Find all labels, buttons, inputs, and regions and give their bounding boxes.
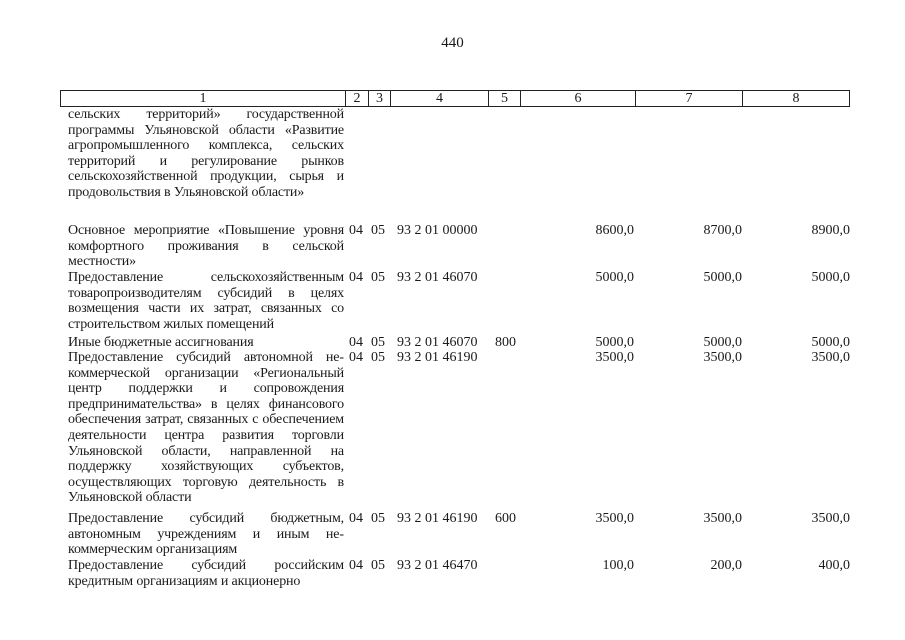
row-target-code: 93 2 01 00000 xyxy=(397,223,478,238)
header-col-3: 3 xyxy=(369,91,391,106)
row-amount-2: 3500,0 xyxy=(703,511,742,526)
header-col-1: 1 xyxy=(61,91,346,106)
row-amount-3: 400,0 xyxy=(818,558,850,573)
row-amount-3: 5000,0 xyxy=(811,270,850,285)
row-subsection: 05 xyxy=(371,558,385,573)
row-amount-2: 5000,0 xyxy=(703,335,742,350)
row-expense-type: 600 xyxy=(495,511,516,526)
row-subsection: 05 xyxy=(371,350,385,365)
row-amount-3: 5000,0 xyxy=(811,335,850,350)
header-col-5: 5 xyxy=(489,91,521,106)
row-amount-1: 8600,0 xyxy=(595,223,634,238)
row-amount-2: 3500,0 xyxy=(703,350,742,365)
row-target-code: 93 2 01 46070 xyxy=(397,335,478,350)
row-amount-2: 8700,0 xyxy=(703,223,742,238)
row-section: 04 xyxy=(349,511,363,526)
row-section: 04 xyxy=(349,270,363,285)
row-section: 04 xyxy=(349,350,363,365)
header-col-8: 8 xyxy=(792,91,800,106)
row-amount-2: 200,0 xyxy=(710,558,742,573)
row-name: Иные бюджетные ассигнования xyxy=(68,335,254,350)
row-subsection: 05 xyxy=(371,223,385,238)
row-section: 04 xyxy=(349,558,363,573)
row-name: Основное мероприятие «Повышение уровня комфортного проживания в сельской местности» xyxy=(68,223,344,270)
row-expense-type: 800 xyxy=(495,335,516,350)
row-target-code: 93 2 01 46070 xyxy=(397,270,478,285)
header-col-2: 2 xyxy=(346,91,369,106)
row-amount-1: 5000,0 xyxy=(595,270,634,285)
row-section: 04 xyxy=(349,223,363,238)
row-amount-3: 8900,0 xyxy=(811,223,850,238)
row-amount-1: 3500,0 xyxy=(595,511,634,526)
row-amount-3: 3500,0 xyxy=(811,511,850,526)
row-subsection: 05 xyxy=(371,511,385,526)
row-target-code: 93 2 01 46470 xyxy=(397,558,478,573)
row-name: Предоставление сельскохозяйственным товаропроизводителям субсидий в целях возмещения части их затрат, связанных со строительством жилых помещений xyxy=(68,270,344,332)
row-target-code: 93 2 01 46190 xyxy=(397,350,478,365)
row-amount-3: 3500,0 xyxy=(811,350,850,365)
page-number: 440 xyxy=(441,35,464,51)
row-name: сельских территорий» государственной программы Ульяновской области «Развитие агропромышленного комплекса, сельских территорий и регулирование рынков сельскохозяйственной продукции, сырья и продовольствия в Ульяновской области» xyxy=(68,107,344,200)
row-subsection: 05 xyxy=(371,335,385,350)
row-amount-1: 100,0 xyxy=(602,558,634,573)
row-name: Предоставление субсидий автономной некоммерческой организации «Региональный центр поддержки и сопровождения предпринимательства» в целях финансового обеспечения затрат, связанных с обеспечением деятельности центра развития торговли Ульяновской области, направленной на поддержку хозяйствующих субъектов, осуществляющих торговую деятельность в Ульяновской области xyxy=(68,350,344,506)
header-col-7: 7 xyxy=(636,91,743,106)
row-amount-1: 5000,0 xyxy=(595,335,634,350)
row-target-code: 93 2 01 46190 xyxy=(397,511,478,526)
row-subsection: 05 xyxy=(371,270,385,285)
table-header-row xyxy=(60,90,850,107)
row-name: Предоставление субсидий бюджетным, автономным учреждениям и иным некоммерческим организациям xyxy=(68,511,344,558)
header-col-6: 6 xyxy=(521,91,636,106)
row-amount-1: 3500,0 xyxy=(595,350,634,365)
row-name: Предоставление субсидий российским кредитным организациям и акционерно xyxy=(68,558,344,589)
row-amount-2: 5000,0 xyxy=(703,270,742,285)
header-col-4: 4 xyxy=(391,91,489,106)
row-section: 04 xyxy=(349,335,363,350)
